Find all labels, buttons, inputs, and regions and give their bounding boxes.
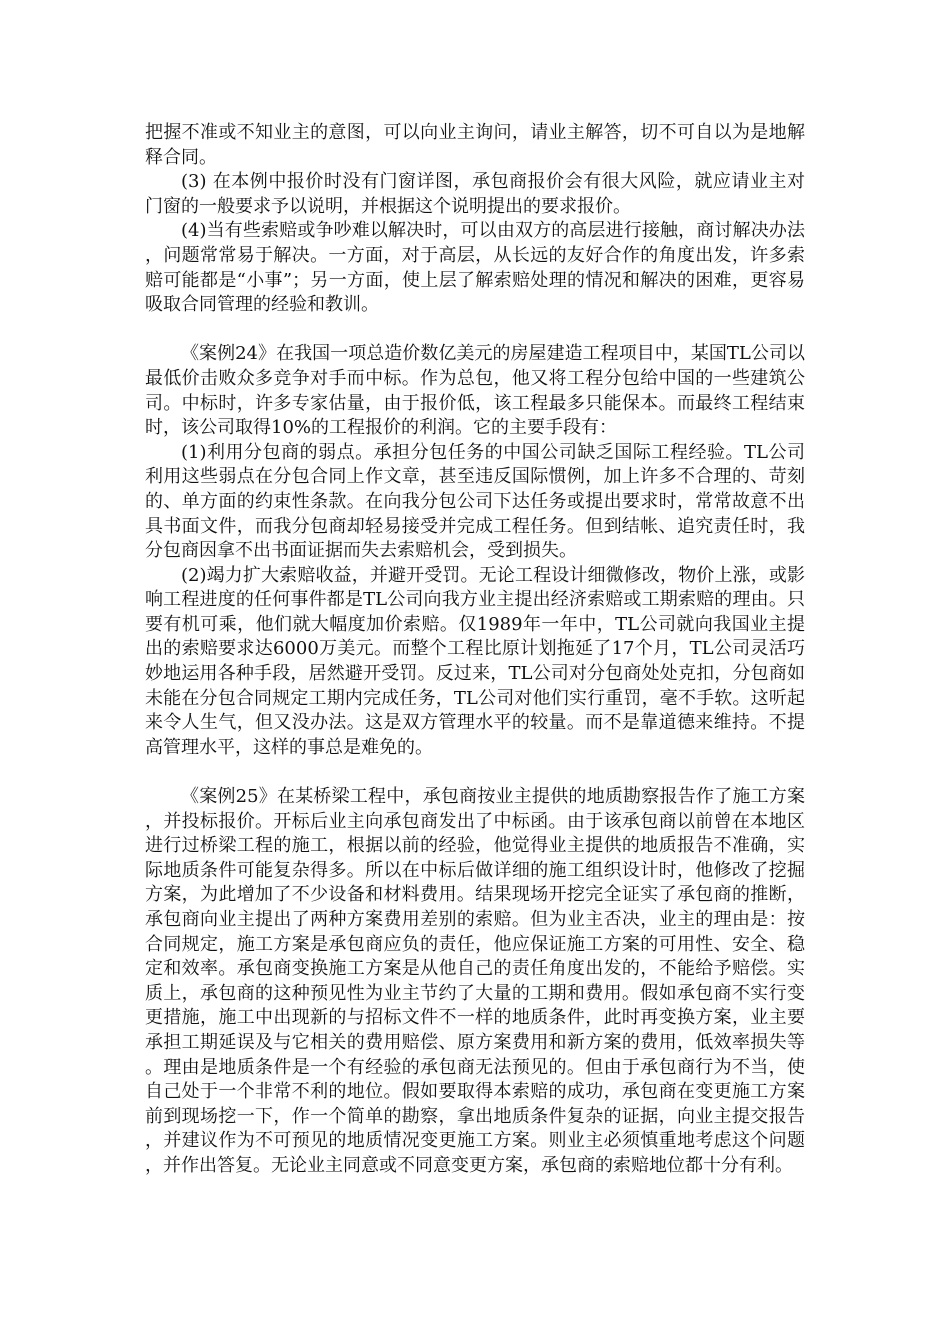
paragraph-case-24-point-2: (2)竭力扩大索赔收益，并避开受罚。无论工程设计细微修改，物价上涨，或影响工程进度的任何事件都是TL公司向我方业主提出经济索赔或工期索赔的理由。只要有机可乘，他们就大幅度加价索赔。仅1989年一年中，TL公司就向我国业主提出的索赔要求达6000万美元。而整个工程比原计划拖延了17个月，TL公司灵活巧妙地运用各种手段，居然避开受罚。反过来，TL公司对分包商处处克扣，分包商如未能在分包合同规定工期内完成任务，TL公司对他们实行重罚，毫不手软。这听起来令人生气，但又没办法。这是双方管理水平的较量。而不是靠道德来维持。不提高管理水平，这样的事总是难免的。 xyxy=(145,564,805,758)
paragraph-case-24-point-1: (1)利用分包商的弱点。承担分包任务的中国公司缺乏国际工程经验。TL公司利用这些弱点在分包合同上作文章，甚至违反国际惯例，加上许多不合理的、苛刻的、单方面的约束性条款。在向我分包公司下达任务或提出要求时，常常故意不出具书面文件，而我分包商却轻易接受并完成工程任务。但到结帐、追究责任时，我分包商因拿不出书面证据而失去索赔机会，受到损失。 xyxy=(145,441,805,562)
paragraph-case-25: 《案例25》在某桥梁工程中，承包商按业主提供的地质勘察报告作了施工方案，并投标报价。开标后业主向承包商发出了中标函。由于该承包商以前曾在本地区进行过桥梁工程的施工，根据以前的经验，他觉得业主提供的地质报告不准确，实际地质条件可能复杂得多。所以在中标后做详细的施工组织设计时，他修改了挖掘方案，为此增加了不少设备和材料费用。结果现场开挖完全证实了承包商的推断，承包商向业主提出了两种方案费用差别的索赔。但为业主否决，业主的理由是：按合同规定，施工方案是承包商应负的责任，他应保证施工方案的可用性、安全、稳定和效率。承包商变换施工方案是从他自己的责任角度出发的，不能给予赔偿。实质上，承包商的这种预见性为业主节约了大量的工期和费用。假如承包商不实行变更措施，施工中出现新的与招标文件不一样的地质条件，此时再变换方案，业主要承担工期延误及与它相关的费用赔偿、原方案费用和新方案的费用，低效率损失等。理由是地质条件是一个有经验的承包商无法预见的。但由于承包商行为不当，使自己处于一个非常不利的地位。假如要取得本索赔的成功，承包商在变更施工方案前到现场挖一下，作一个简单的勘察，拿出地质条件复杂的证据，向业主提交报告，并建议作为不可预见的地质情况变更施工方案。则业主必须慎重地考虑这个问题，并作出答复。无论业主同意或不同意变更方案，承包商的索赔地位都十分有利。 xyxy=(145,786,805,1176)
paragraph-continuation: 把握不准或不知业主的意图，可以向业主询问，请业主解答，切不可自以为是地解释合同。 xyxy=(145,122,805,168)
paragraph-case-24-intro: 《案例24》在我国一项总造价数亿美元的房屋建造工程项目中，某国TL公司以最低价击败众多竞争对手而中标。作为总包，他又将工程分包给中国的一些建筑公司。中标时，许多专家估量，由于报价低，该工程最多只能保本。而最终工程结束时，该公司取得10%的工程报价的利润。它的主要手段有： xyxy=(145,343,805,439)
paragraph-point-4: (4)当有些索赔或争吵难以解决时，可以由双方的高层进行接触，商讨解决办法，问题常常易于解决。一方面，对于高层，从长远的友好合作的角度出发，许多索赔可能都是“小事”；另一方面，使上层了解索赔处理的情况和解决的困难，更容易吸取合同管理的经验和教训。 xyxy=(145,220,805,316)
document-body xyxy=(145,121,805,1179)
paragraph-point-3: (3) 在本例中报价时没有门窗详图，承包商报价会有很大风险，就应请业主对门窗的一般要求予以说明，并根据这个说明提出的要求报价。 xyxy=(145,171,805,217)
